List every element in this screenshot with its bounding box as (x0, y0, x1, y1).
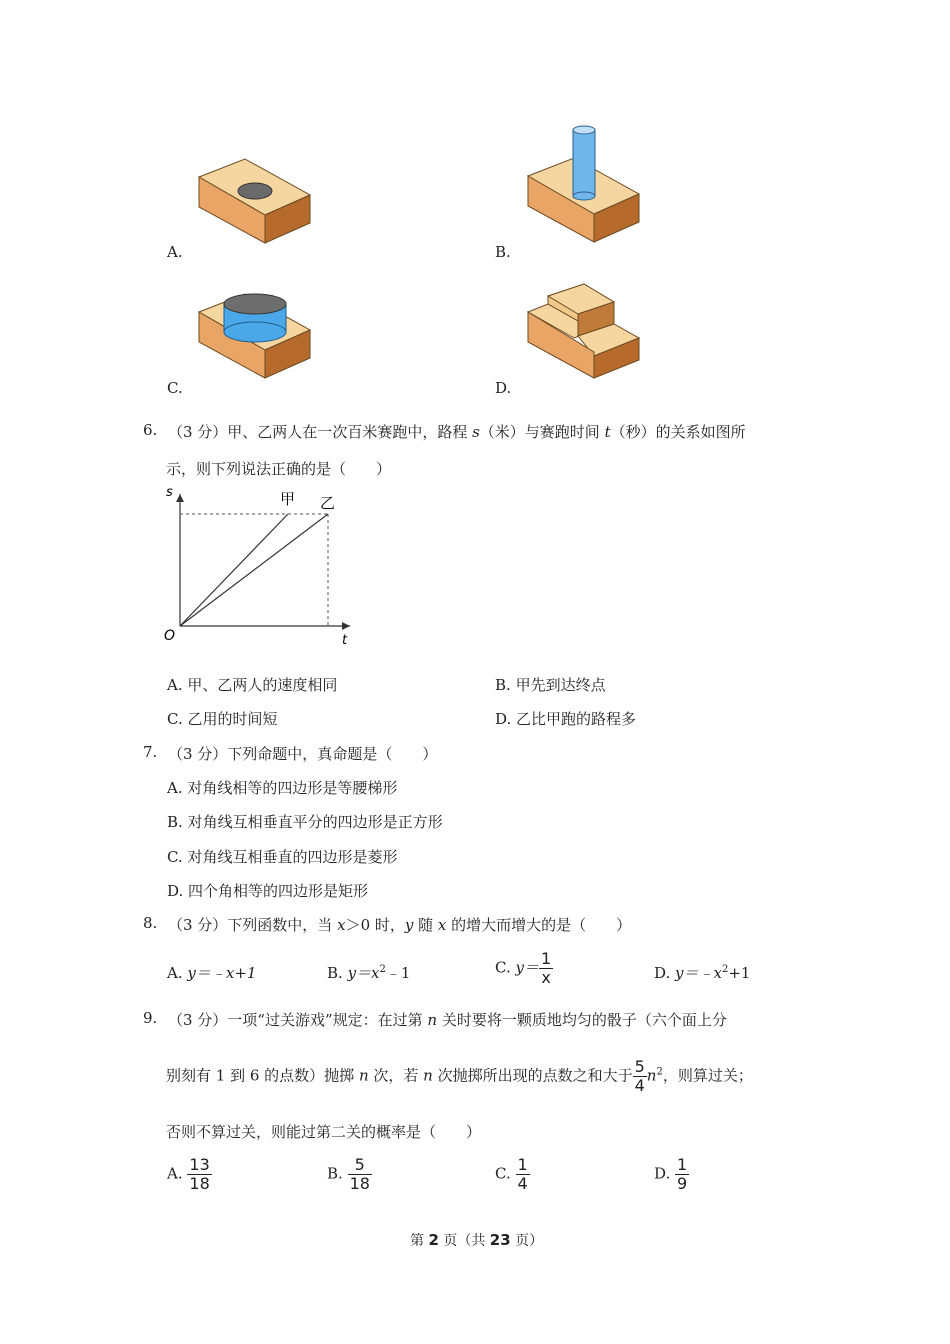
q8-option-b[interactable]: B. $y=x^2﹣1$ (327, 964, 411, 982)
q5-option-d-label[interactable]: D. (495, 379, 512, 397)
q9-fraction-5-4: $\frac{5}{4}$ (634, 1057, 645, 1095)
graph-origin-label: O (164, 628, 176, 644)
q9-option-b[interactable]: B. $\frac{5}{18}$ (327, 1155, 370, 1193)
q5-option-a-label[interactable]: A. (167, 243, 183, 261)
q7-option-c[interactable]: C. 对角线互相垂直的四边形是菱形 (167, 848, 398, 866)
q8-fraction-c: $\frac{1}{x}$ (540, 949, 552, 987)
graph-x-label: t (342, 633, 348, 648)
q5-option-c-label[interactable]: C. (167, 379, 183, 397)
q6-option-b[interactable]: B. 甲先到达终点 (495, 676, 606, 694)
q8-option-c[interactable]: C. y＝ $\frac{1}{x}$ (495, 949, 552, 987)
graph-line-jia-label: 甲 (280, 490, 296, 508)
stepped-block-icon (524, 282, 644, 382)
q9-stem-line1: （3 分）一项“过关游戏”规定：在过第 n 关时要将一颗质地均匀的骰子（六个面上分 (168, 1011, 727, 1029)
q6-stem-line1: （3 分）甲、乙两人在一次百米赛跑中，路程 s（米）与赛跑时间 t（秒）的关系如图所 (168, 423, 746, 441)
q9-stem-line3: 否则不算过关，则能过第二关的概率是（ ） (166, 1123, 482, 1141)
q9-number: 9. (143, 1009, 158, 1027)
block-with-cylinder-icon (195, 290, 315, 382)
q8-option-a[interactable]: A. y＝﹣x+1 (167, 964, 257, 982)
q6-number: 6. (143, 421, 158, 439)
q8-number: 8. (143, 914, 158, 932)
q9-option-a[interactable]: A. $\frac{13}{18}$ (167, 1155, 210, 1193)
q6-option-d[interactable]: D. 乙比甲跑的路程多 (495, 710, 637, 728)
graph-line-yi-label: 乙 (320, 494, 336, 512)
q7-option-b[interactable]: B. 对角线互相垂直平分的四边形是正方形 (167, 813, 443, 831)
q5-option-b-label[interactable]: B. (495, 243, 511, 261)
q8-option-d[interactable]: D. $y=﹣x^2+1$ (654, 964, 751, 982)
q7-number: 7. (143, 743, 158, 761)
q9-option-d[interactable]: D. $\frac{1}{9}$ (654, 1155, 688, 1193)
block-with-hole-icon (195, 155, 315, 247)
q9-stem-line2: 别刻有 1 到 6 的点数）抛掷 n 次，若 n 次抛掷所出现的点数之和大于 $\frac{5}{4}$ $n^2$，则算过关； (166, 1057, 753, 1095)
q7-option-d[interactable]: D. 四个角相等的四边形是矩形 (167, 882, 369, 900)
q8-stem: （3 分）下列函数中，当 x＞0 时，y 随 x 的增大而增大的是（ ） (168, 916, 632, 934)
q7-stem: （3 分）下列命题中，真命题是（ ） (168, 745, 438, 763)
distance-time-graph (160, 482, 360, 648)
q6-option-c[interactable]: C. 乙用的时间短 (167, 710, 278, 728)
q9-option-c[interactable]: C. $\frac{1}{4}$ (495, 1155, 528, 1193)
page-footer: 第 2 页（共 23 页） (410, 1231, 544, 1249)
q7-option-a[interactable]: A. 对角线相等的四边形是等腰梯形 (167, 779, 398, 797)
block-with-pillar-icon (524, 124, 644, 246)
q6-stem-line2: 示，则下列说法正确的是（ ） (166, 460, 392, 478)
graph-y-label: s (166, 485, 173, 500)
q6-option-a[interactable]: A. 甲、乙两人的速度相同 (167, 676, 338, 694)
